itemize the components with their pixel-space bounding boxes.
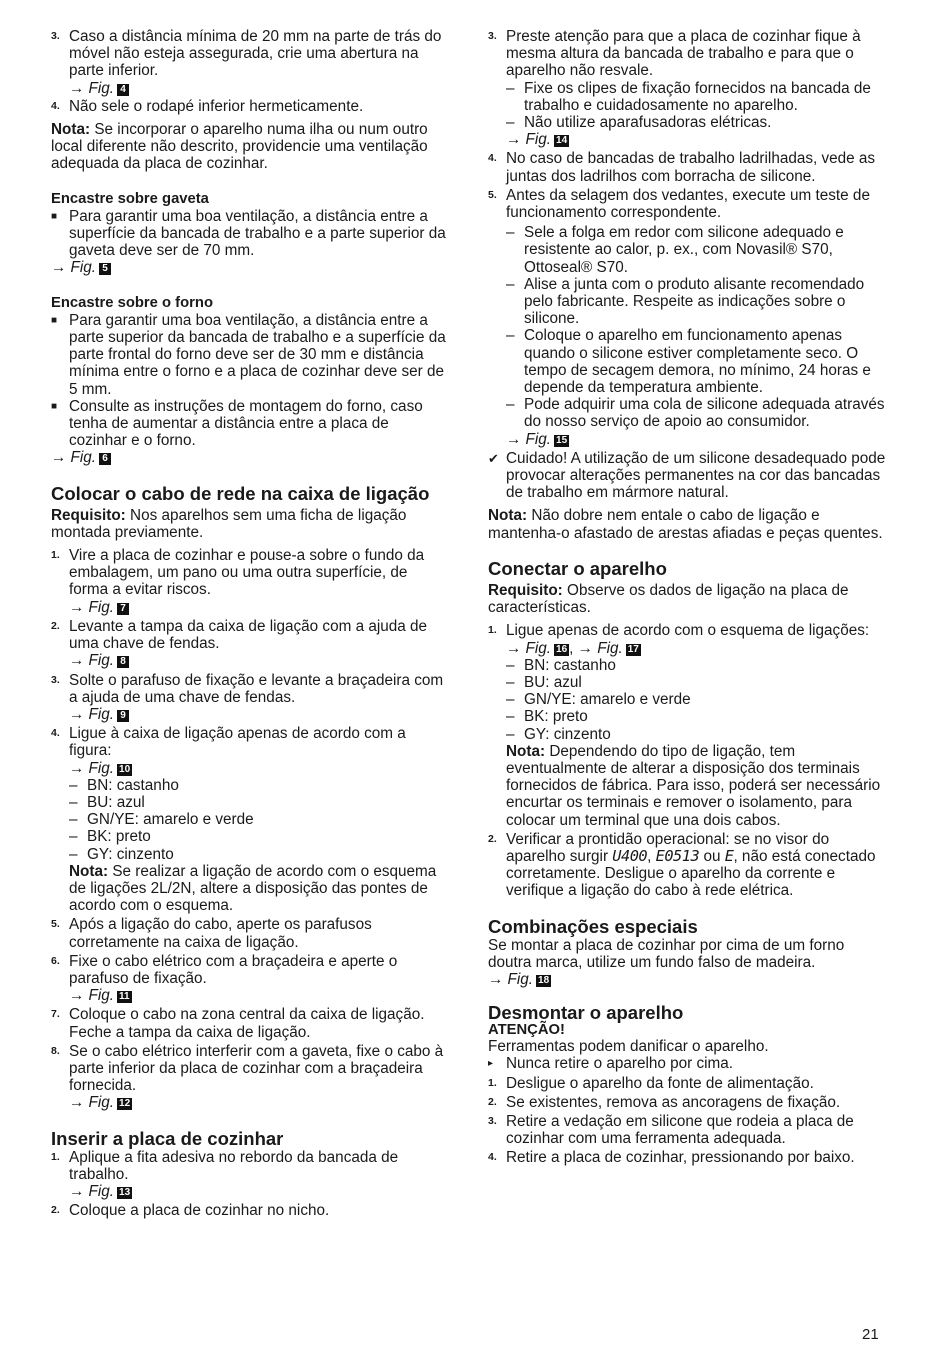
warning-title: ATENÇÃO! — [488, 1022, 565, 1039]
heading-desmontar: Desmontar o aparelho — [488, 1002, 684, 1024]
dash-item: – Fixe os clipes de fixação fornecidos na bancada de trabalho e cuidadosamente no aparelho. — [506, 79, 871, 114]
bullet: ■ Consulte as instruções de montagem do forno, caso tenha de aumentar a distância entre a placa de cozinhar e o forno. — [51, 397, 423, 450]
fig-ref: → Fig. 12 — [69, 1094, 131, 1112]
step-2: 2. Se existentes, remova as ancoragens de fixação. — [488, 1093, 841, 1111]
right-column: 3. Preste atenção para que a placa de cozinhar fique à mesma altura da bancada de trabalho e para que o aparelho não resvale. – Fixe os clipes de fixação fornecidos na bancada de trabalho e cuidadosamente no aparelho. – Não utilize aparafusadoras elétricas. → Fig. 14 4. No caso de bancadas de trabalho ladrilhadas, vede as juntas dos ladrilhos com borracha de silicone. 5. Antes da selagem dos vedantes, execute um teste de funcionamento correspondente. – Sele a folga em redor com silicone adequado e resistente ao calor, p. ex., com Novasil® S70, Ottoseal® S70. – Alise a junta com o produto alisante recomendado pelo fabricante. Respeite as indicações sobre o silicone. – Coloque o aparelho em funcionamento apenas quando o silicone estiver completamente seco. O tempo de secagem demora, no mínimo, 24 horas e depende da temperatura ambiente. – Pode adquirir uma cola de silicone adequada através do nosso serviço de apoio ao consumidor. → Fig. 15 ✔ Cuidado! A utilização de um silicone desadequado pode provocar alterações permanentes na cor das bancadas de trabalho em mármore natural. Nota: Não dobre nem entale o cabo de ligação e mantenha-o afastado de arestas afiadas e peças quentes. Conectar o aparelho Requisito: Observe os dados de ligação na placa de características. 1. Ligue apenas de acordo com o esquema de ligações: → Fig. 16 , → Fig. 17 – BN: castanho – BU: azul – GN/YE: amarelo e verde – BK: preto – GY: cinzento Nota: Dependendo do tipo de ligação, tem eventualmente de alterar a disposição dos terminais fornecidos de fábrica. Para isso, poderá ser necessário encurtar os terminais e remover o isolamento, para colocar um terminal que una dois cabos. 2. Verificar a prontidão operacional: se no visor do aparelho surgir U400, E0513 ou E, não está conectado corretamente. Desligue o aparelho da corrente e verifique a ligação do cabo à rede elétrica. Combinações especiais Se montar a placa de cozinhar por cima de um forno doutra marca, utilize um fundo falso de madeira. → Fig. 18 Desmontar o aparelho ATENÇÃO! Ferramentas podem danificar o aparelho. ▸ Nunca retire o aparelho por cima. 1. Desligue o aparelho da fonte de alimentação. 2. Se existentes, remova as ancoragens de fixação. 3. Retire a vedação em silicone que rodeia a placa de cozinhar com uma ferramenta adequada. 4. Retire a placa de cozinhar, pressionando por baixo. — [488, 28, 886, 1167]
step-4: 4. Não sele o rodapé inferior hermeticamente. — [51, 98, 449, 115]
warning-action: ▸ Nunca retire o aparelho por cima. — [488, 1055, 734, 1073]
bullet: ■ Para garantir uma boa ventilação, a distância entre a parte superior da bancada de trabalho e a superfície da parte frontal do forno deve ser de 30 mm e distância mínima entre o forno e a placa de cozinhar deve ser de 5 mm. — [51, 311, 446, 398]
requirement: Requisito: Nos aparelhos sem uma ficha de ligação montada previamente. — [51, 506, 407, 541]
caution: ✔ Cuidado! A utilização de um silicone desadequado pode provocar alterações permanentes na cor das bancadas de trabalho em mármore natural. — [488, 449, 886, 502]
color-item: – GY: cinzento — [506, 725, 611, 743]
step-4: 4. Ligue à caixa de ligação apenas de acordo com a figura: → Fig. 10 – BN: castanho – BU: azul – GN/YE: amarelo e verde – BK: preto – GY: cinzento Nota: Se realizar a ligação de acordo com o esquema de ligações 2L/2N, altere a disposição das pontes de acordo com o esquema. — [51, 725, 449, 914]
step-2: 2. Verificar a prontidão operacional: se no visor do aparelho surgir U400, E0513 ou E, não está conectado corretamente. Desligue o aparelho da corrente e verifique a ligação do cabo à rede elétrica. — [488, 830, 876, 900]
display-code: E — [724, 846, 734, 865]
display-code: U400 — [612, 846, 648, 865]
fig-ref: → Fig. 4 — [69, 80, 449, 97]
dash-item: – Pode adquirir uma cola de silicone adequada através do nosso serviço de apoio ao consumidor. — [506, 396, 885, 431]
step-1: 1. Ligue apenas de acordo com o esquema de ligações: → Fig. 16 , → Fig. 17 – BN: castanho – BU: azul – GN/YE: amarelo e verde – BK: preto – GY: cinzento Nota: Dependendo do tipo de ligação, tem eventualmente de alterar a disposição dos terminais fornecidos de fábrica. Para isso, poderá ser necessário encurtar os terminais e remover o isolamento, para colocar um terminal que una dois cabos. — [488, 622, 886, 828]
dash-item: – Sele a folga em redor com silicone adequado e resistente ao calor, p. ex., com Novasil® S70, Ottoseal® S70. — [506, 224, 844, 276]
step-4: 4. Retire a placa de cozinhar, pressionando por baixo. — [488, 1149, 855, 1167]
dash-item: – Não utilize aparafusadoras elétricas. — [506, 114, 772, 132]
requirement: Requisito: Observe os dados de ligação na placa de características. — [488, 581, 849, 617]
step-text: Caso a distância mínima de 20 mm na parte de trás do móvel não esteja assegurada, crie uma abertura na parte inferior. — [69, 28, 442, 80]
fig-ref: → Fig. 13 — [69, 1182, 131, 1200]
color-item: – BK: preto — [506, 708, 588, 726]
note: Nota: Se realizar a ligação de acordo com o esquema de ligações 2L/2N, altere a disposição das pontes de acordo com o esquema. — [69, 862, 437, 915]
fig-ref: → Fig. 18 — [488, 970, 550, 988]
step-3: 3. Preste atenção para que a placa de cozinhar fique à mesma altura da bancada de trabalho e para que o aparelho não resvale. – Fixe os clipes de fixação fornecidos na bancada de trabalho e cuidadosamente no aparelho. – Não utilize aparafusadoras elétricas. → Fig. 14 — [488, 28, 886, 148]
step-3: 3. Caso a distância mínima de 20 mm na parte de trás do móvel não esteja assegurada, crie uma abertura na parte inferior. → Fig. 4 — [51, 28, 449, 97]
left-column — [51, 28, 449, 1219]
step-7: 7. Coloque o cabo na zona central da caixa de ligação. Feche a tampa da caixa de ligação. — [51, 1006, 425, 1041]
fig-ref: → Fig. 6 — [51, 449, 449, 466]
step-1: 1. Aplique a fita adesiva no rebordo da bancada de trabalho. → Fig. 13 — [51, 1149, 449, 1201]
color-item: – GN/YE: amarelo e verde — [506, 691, 691, 709]
page-number: 21 — [862, 1326, 879, 1343]
color-item: – GN/YE: amarelo e verde — [69, 811, 254, 829]
step-4: 4. No caso de bancadas de trabalho ladrilhadas, vede as juntas dos ladrilhos com borracha de silicone. — [488, 150, 876, 185]
heading-gaveta: Encastre sobre gaveta — [51, 190, 209, 207]
bullet: ■ Para garantir uma boa ventilação, a distância entre a superfície da bancada de trabalho e a parte superior da gaveta deve ser de 70 mm. — [51, 207, 446, 260]
fig-ref: → Fig. 11 — [69, 987, 130, 1005]
fig-ref: → Fig. 10 — [69, 759, 131, 777]
step-3: 3. Retire a vedação em silicone que rodeia a placa de cozinhar com uma ferramenta adequada. — [488, 1112, 854, 1148]
heading-conectar: Conectar o aparelho — [488, 557, 667, 579]
step-3: 3. Solte o parafuso de fixação e levante a braçadeira com a ajuda de uma chave de fendas. → Fig. 9 — [51, 672, 449, 724]
dash-item: – Coloque o aparelho em funcionamento apenas quando o silicone estiver completamente seco. O tempo de secagem demora, no mínimo, 24 horas e depende da temperatura ambiente. — [506, 327, 871, 397]
step-5: 5. Antes da selagem dos vedantes, execute um teste de funcionamento correspondente. – Sele a folga em redor com silicone adequado e resistente ao calor, p. ex., com Novasil® S70, Ottoseal® S70. – Alise a junta com o produto alisante recomendado pelo fabricante. Respeite as indicações sobre o silicone. – Coloque o aparelho em funcionamento apenas quando o silicone estiver completamente seco. O tempo de secagem demora, no mínimo, 24 horas e depende da temperatura ambiente. – Pode adquirir uma cola de silicone adequada através do nosso serviço de apoio ao consumidor. → Fig. 15 — [488, 186, 885, 448]
step-6: 6. Fixe o cabo elétrico com a braçadeira e aperte o parafuso de fixação. → Fig. 11 — [51, 953, 449, 1005]
step-5: 5. Após a ligação do cabo, aperte os parafusos corretamente na caixa de ligação. — [51, 916, 372, 951]
note: Nota: Dependendo do tipo de ligação, tem eventualmente de alterar a disposição dos terminais fornecidos de fábrica. Para isso, poderá ser necessário encurtar os terminais e remover o isolamento, para colocar um terminal que una dois cabos. — [506, 742, 881, 829]
color-item: – BN: castanho — [69, 776, 179, 794]
step-1: 1. Desligue o aparelho da fonte de alimentação. — [488, 1074, 814, 1092]
color-item: – BU: azul — [506, 673, 582, 691]
dash-item: – Alise a junta com o produto alisante recomendado pelo fabricante. Respeite as indicações sobre o silicone. — [506, 275, 865, 328]
note: Nota: Não dobre nem entale o cabo de ligação e mantenha-o afastado de arestas afiadas e peças quentes. — [488, 507, 883, 542]
heading-inserir: Inserir a placa de cozinhar — [51, 1127, 284, 1149]
color-item: – BN: castanho — [506, 656, 616, 674]
fig-ref: → Fig. 7 — [69, 599, 449, 616]
step-text: Não sele o rodapé inferior hermeticamente. — [69, 97, 364, 115]
fig-ref: → Fig. 16 , → Fig. 17 — [506, 639, 639, 657]
color-item: – GY: cinzento — [69, 845, 174, 863]
step-2: 2. Levante a tampa da caixa de ligação com a ajuda de uma chave de fendas. → Fig. 8 — [51, 618, 449, 670]
display-code: E0513 — [655, 846, 700, 865]
check-icon: ✔ — [488, 450, 499, 466]
step-8: 8. Se o cabo elétrico interferir com a gaveta, fixe o cabo à parte inferior da placa de cozinhar com a braçadeira fornecida. → Fig. 12 — [51, 1043, 449, 1112]
fig-ref: → Fig. 9 — [69, 706, 449, 723]
step-1: 1. Vire a placa de cozinhar e pouse-a sobre o fundo da embalagem, um pano ou uma outra superfície, de forma a evitar riscos. → Fig. 7 — [51, 547, 449, 616]
heading-forno: Encastre sobre o forno — [51, 294, 213, 311]
color-item: – BK: preto — [69, 828, 151, 846]
fig-ref: → Fig. 15 — [506, 430, 568, 448]
heading-combinacoes: Combinações especiais — [488, 915, 698, 937]
color-item: – BU: azul — [69, 793, 145, 811]
fig-ref: → Fig. 14 — [506, 131, 568, 149]
note: Nota: Se incorporar o aparelho numa ilha ou num outro local diferente não descrito, providencie uma ventilação adequada da placa de cozinhar. — [51, 121, 428, 173]
triangle-right-icon: ▸ — [488, 1058, 494, 1070]
heading-cabo: Colocar o cabo de rede na caixa de ligação — [51, 482, 430, 504]
fig-ref: → Fig. 8 — [69, 652, 449, 669]
step-2: 2. Coloque a placa de cozinhar no nicho. — [51, 1202, 330, 1220]
fig-ref: → Fig. 5 — [51, 259, 449, 276]
